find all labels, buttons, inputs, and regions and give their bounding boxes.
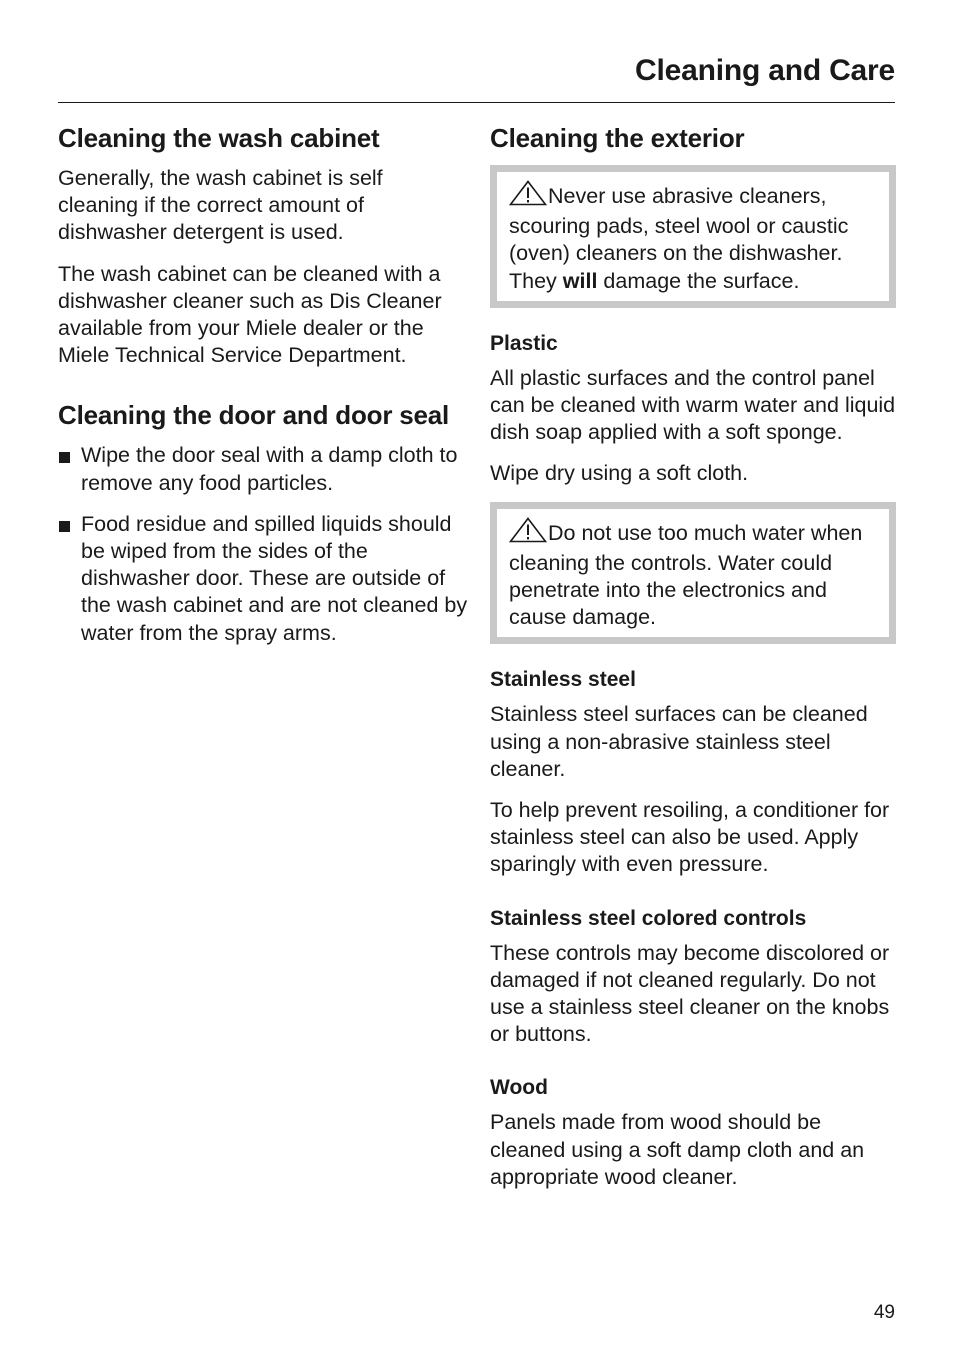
stainless-controls-heading: Stainless steel colored controls [490,906,807,930]
door-bullet-text-1: Wipe the door seal with a damp cloth to remove any food particles. [81,443,458,495]
square-bullet-icon [59,521,70,532]
exterior-heading: Cleaning the exterior [490,123,745,153]
square-bullet-icon [59,452,70,463]
plastic-heading: Plastic [490,331,558,355]
wash-cabinet-paragraph-2: The wash cabinet can be cleaned with a dishwasher cleaner such as Dis Cleaner available from your Miele dealer or the Miele Technical Service Department. [58,261,442,368]
abrasive-warning-text-end: damage the surface. [597,268,800,293]
abrasive-warning-emphasis: will [562,268,598,293]
door-bullet-list [58,442,468,646]
water-warning-text [509,517,877,632]
plastic-paragraph-2: Wipe dry using a soft cloth. [490,461,749,486]
warning-triangle-icon [509,180,547,213]
water-warning-body: Do not use too much water when cleaning the controls. Water could penetrate into the electronics and cause damage. [509,520,863,630]
door-bullet-text-2: Food residue and spilled liquids should be wiped from the sides of the dishwasher door. These are outside of the wash cabinet and are not cleaned by water from the spray arms. [81,511,468,645]
list-item [58,511,468,647]
abrasive-warning-box [490,165,896,308]
warning-triangle-icon [509,517,547,550]
stainless-paragraph-2: To help prevent resoiling, a conditioner for stainless steel can also be used. Apply sparingly with even pressure. [490,798,890,877]
right-column [490,122,896,1205]
left-column [58,122,468,661]
wood-paragraph: Panels made from wood should be cleaned using a soft damp cloth and an appropriate wood cleaner. [490,1110,865,1189]
stainless-heading: Stainless steel [490,668,636,692]
abrasive-warning-text-start: Never use abrasive cleaners, scouring pads, steel wool or caustic (oven) cleaners on the dishwasher. They [509,184,849,293]
page-header [58,50,895,103]
page-title: Cleaning and Care [635,54,895,87]
stainless-paragraph-1: Stainless steel surfaces can be cleaned using a non-abrasive stainless steel cleaner. [490,702,868,781]
wash-cabinet-heading: Cleaning the wash cabinet [58,123,380,153]
water-warning-box [490,502,896,645]
wash-cabinet-paragraph-1: Generally, the wash cabinet is self cleaning if the correct amount of dishwasher detergent is used. [58,166,383,245]
plastic-paragraph-1: All plastic surfaces and the control panel can be cleaned with warm water and liquid dish soap applied with a soft sponge. [490,365,896,445]
stainless-controls-paragraph: These controls may become discolored or damaged if not cleaned regularly. Do not use a stainless steel cleaner on the knobs or buttons. [490,940,890,1047]
abrasive-warning-text [509,180,877,295]
list-item [58,442,468,496]
door-heading: Cleaning the door and door seal [58,400,450,431]
page-number: 49 [873,1302,895,1323]
wood-heading: Wood [490,1076,548,1100]
